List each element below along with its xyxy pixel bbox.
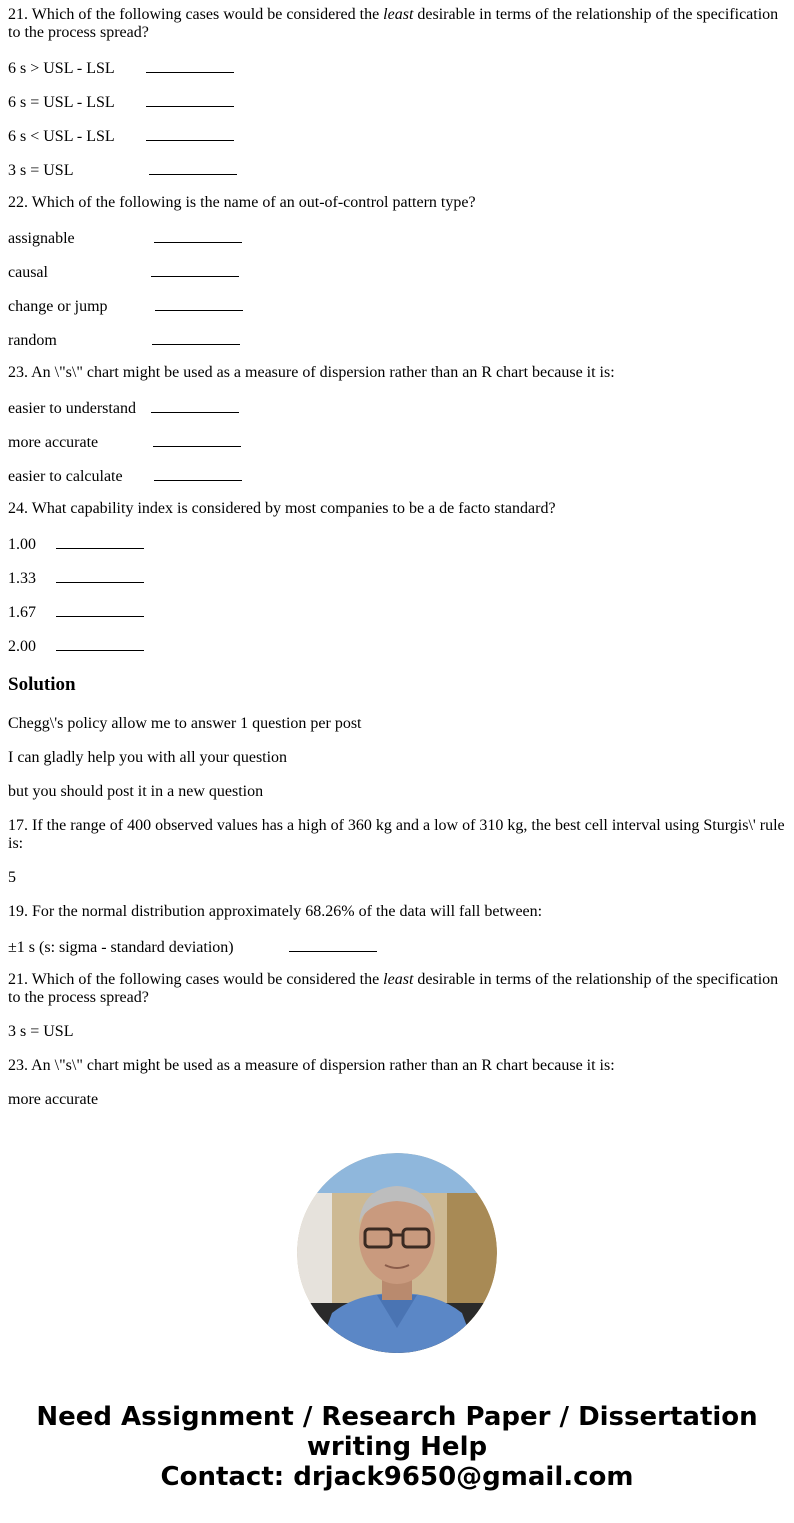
answer-blank	[155, 296, 243, 311]
solution-line: I can gladly help you with all your question	[8, 749, 288, 766]
solution-line: 19. For the normal distribution approximately 68.26% of the data will fall between:	[8, 903, 543, 920]
answer-blank	[146, 126, 234, 141]
question-22: 22. Which of the following is the name of an out-of-control pattern type?	[8, 194, 476, 211]
answer-blank	[289, 937, 377, 952]
solution-q23-answer: more accurate	[8, 1091, 99, 1108]
author-photo	[297, 1153, 497, 1353]
option-row: 2.00	[8, 636, 786, 654]
footer-line: writing Help	[306, 1432, 488, 1462]
solution-q23: 23. An \"s\" chart might be used as a measure of dispersion rather than an R chart because it is:	[8, 1057, 615, 1074]
option-row: 1.00	[8, 534, 786, 552]
solution-line: Chegg\'s policy allow me to answer 1 question per post	[8, 715, 362, 732]
option-row: 3 s = USL	[8, 160, 786, 178]
answer-blank	[146, 58, 234, 73]
question-24: 24. What capability index is considered by most companies to be a de facto standard?	[8, 500, 556, 517]
option-row: more accurate	[8, 432, 786, 450]
option-row: 6 s > USL - LSL	[8, 58, 786, 76]
footer-line: Need Assignment / Research Paper / Dissertation	[36, 1402, 758, 1432]
answer-blank	[146, 92, 234, 107]
solution-line: 5	[8, 869, 16, 886]
answer-blank	[152, 330, 240, 345]
answer-blank	[153, 432, 241, 447]
answer-blank	[56, 636, 144, 651]
question-21: 21. Which of the following cases would be considered the least desirable in terms of the relationship of the specification to the process spread?	[8, 6, 779, 41]
footer-banner	[0, 1402, 794, 1492]
answer-blank	[56, 534, 144, 549]
option-row: assignable	[8, 228, 786, 246]
answer-blank	[56, 602, 144, 617]
footer-contact: Contact: drjack9650@gmail.com	[160, 1462, 634, 1492]
answer-blank	[149, 160, 237, 175]
option-row: 1.67	[8, 602, 786, 620]
option-row: ±1 s (s: sigma - standard deviation)	[8, 937, 786, 955]
solution-line: but you should post it in a new question	[8, 783, 264, 800]
solution-q21-answer: 3 s = USL	[8, 1023, 74, 1040]
option-row: easier to understand	[8, 398, 786, 416]
option-row: 1.33	[8, 568, 786, 586]
answer-blank	[154, 228, 242, 243]
option-row: random	[8, 330, 786, 348]
author-avatar	[297, 1153, 497, 1353]
option-row: change or jump	[8, 296, 786, 314]
answer-blank	[56, 568, 144, 583]
answer-blank	[151, 262, 239, 277]
option-row: easier to calculate	[8, 466, 786, 484]
option-row: causal	[8, 262, 786, 280]
answer-blank	[154, 466, 242, 481]
solution-line: 17. If the range of 400 observed values has a high of 360 kg and a low of 310 kg, the best cell interval using Sturgis\' rule is:	[8, 817, 785, 852]
solution-heading: Solution	[8, 674, 76, 695]
question-23: 23. An \"s\" chart might be used as a measure of dispersion rather than an R chart because it is:	[8, 364, 615, 381]
solution-q21: 21. Which of the following cases would be considered the least desirable in terms of the relationship of the specification to the process spread?	[8, 971, 779, 1006]
answer-blank	[151, 398, 239, 413]
option-row: 6 s < USL - LSL	[8, 126, 786, 144]
option-row: 6 s = USL - LSL	[8, 92, 786, 110]
